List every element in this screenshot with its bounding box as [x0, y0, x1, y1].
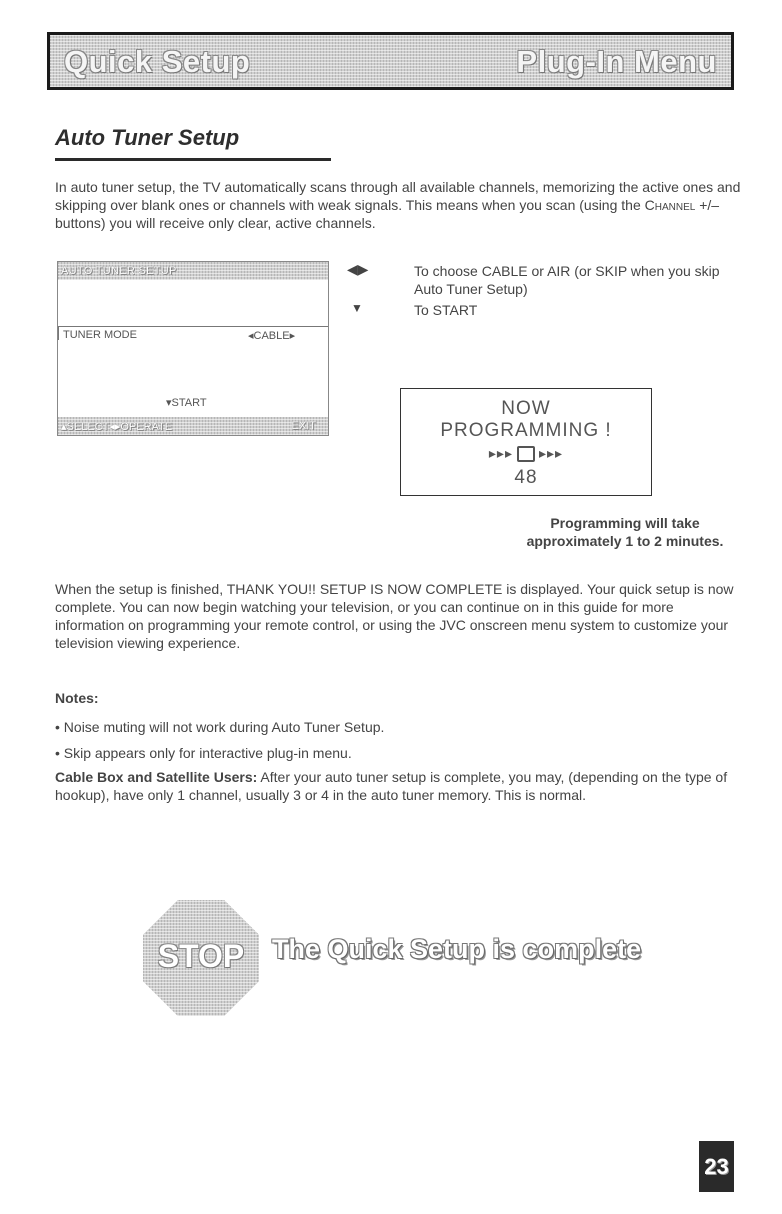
quick-setup-complete-message: The Quick Setup is complete	[272, 934, 642, 964]
note-item: • Skip appears only for interactive plug-in menu.	[55, 745, 352, 761]
cable-satellite-text: After your auto tuner setup is complete, you may, (depending on the type of hookup), have only 1 channel, usually 3 or 4 in the auto tuner memory. This is normal.	[55, 769, 728, 803]
programming-label: PROGRAMMING !	[440, 420, 612, 441]
scanning-channel-number: 48	[514, 467, 538, 488]
channel-button-label: Channel	[644, 197, 696, 213]
section-title: Auto Tuner Setup	[55, 125, 240, 150]
title-rule	[55, 158, 331, 161]
menu-footer	[58, 417, 328, 435]
menu-start-label: ▾START	[166, 397, 207, 409]
arrows-right-icon: ▸▸▸	[539, 445, 564, 461]
now-label: NOW	[501, 398, 551, 419]
menu-titlebar	[58, 262, 328, 280]
auto-tuner-menu-screen	[57, 261, 329, 436]
stop-sign-text: STOP	[157, 938, 245, 974]
cable-satellite-label: Cable Box and Satellite Users:	[55, 769, 258, 785]
menu-row-marker	[58, 326, 59, 340]
page-number: 23	[704, 1154, 729, 1179]
cable-satellite-note	[55, 768, 745, 804]
stop-sign-icon	[143, 900, 259, 1016]
menu-footer-select-operate: ▴SELECT◂▸OPERATE	[61, 421, 173, 433]
left-right-arrow-icon: ◀ ▶	[347, 261, 367, 277]
page-number-badge	[699, 1141, 734, 1192]
header-left-title: Quick Setup	[64, 44, 251, 79]
down-arrow-icon: ▼	[351, 301, 363, 315]
note-item: • Noise muting will not work during Auto Tuner Setup.	[55, 719, 385, 735]
intro-text-after: +/– buttons) you will receive only clear, active channels.	[55, 197, 720, 231]
menu-title: AUTO TUNER SETUP	[61, 265, 177, 277]
programming-caption: Programming will take approximately 1 to 2 minutes.	[526, 515, 724, 549]
programming-progress-arrows	[401, 445, 651, 462]
menu-row-divider	[58, 326, 328, 327]
notes-heading: Notes:	[55, 690, 99, 706]
start-instruction: To START	[414, 302, 478, 318]
tuner-mode-label: TUNER MODE	[63, 329, 137, 341]
intro-paragraph	[55, 178, 745, 232]
tv-icon	[517, 446, 535, 462]
tuner-mode-value: ◂CABLE▸	[248, 330, 296, 342]
header-right-title: Plug-In Menu	[516, 44, 717, 79]
header-bar	[47, 32, 734, 90]
menu-footer-exit: EXIT	[291, 420, 316, 432]
now-programming-screen	[400, 388, 652, 496]
choose-cable-air-instruction: To choose CABLE or AIR (or SKIP when you skip Auto Tuner Setup)	[414, 263, 720, 297]
completion-paragraph: When the setup is finished, THANK YOU!! SETUP IS NOW COMPLETE is displayed. Your quick setup is now complete. You can now begin watching your television, or you can continue on in this guide for more information on programming your remote control, or using the JVC onscreen menu system to customize your television viewing experience.	[55, 581, 734, 651]
intro-text-before: In auto tuner setup, the TV automatically scans through all available channels, memorizing the active ones and skipping over blank ones or channels with weak signals. This means when you scan (using the	[55, 179, 741, 213]
arrows-left-icon: ▸▸▸	[488, 445, 513, 461]
